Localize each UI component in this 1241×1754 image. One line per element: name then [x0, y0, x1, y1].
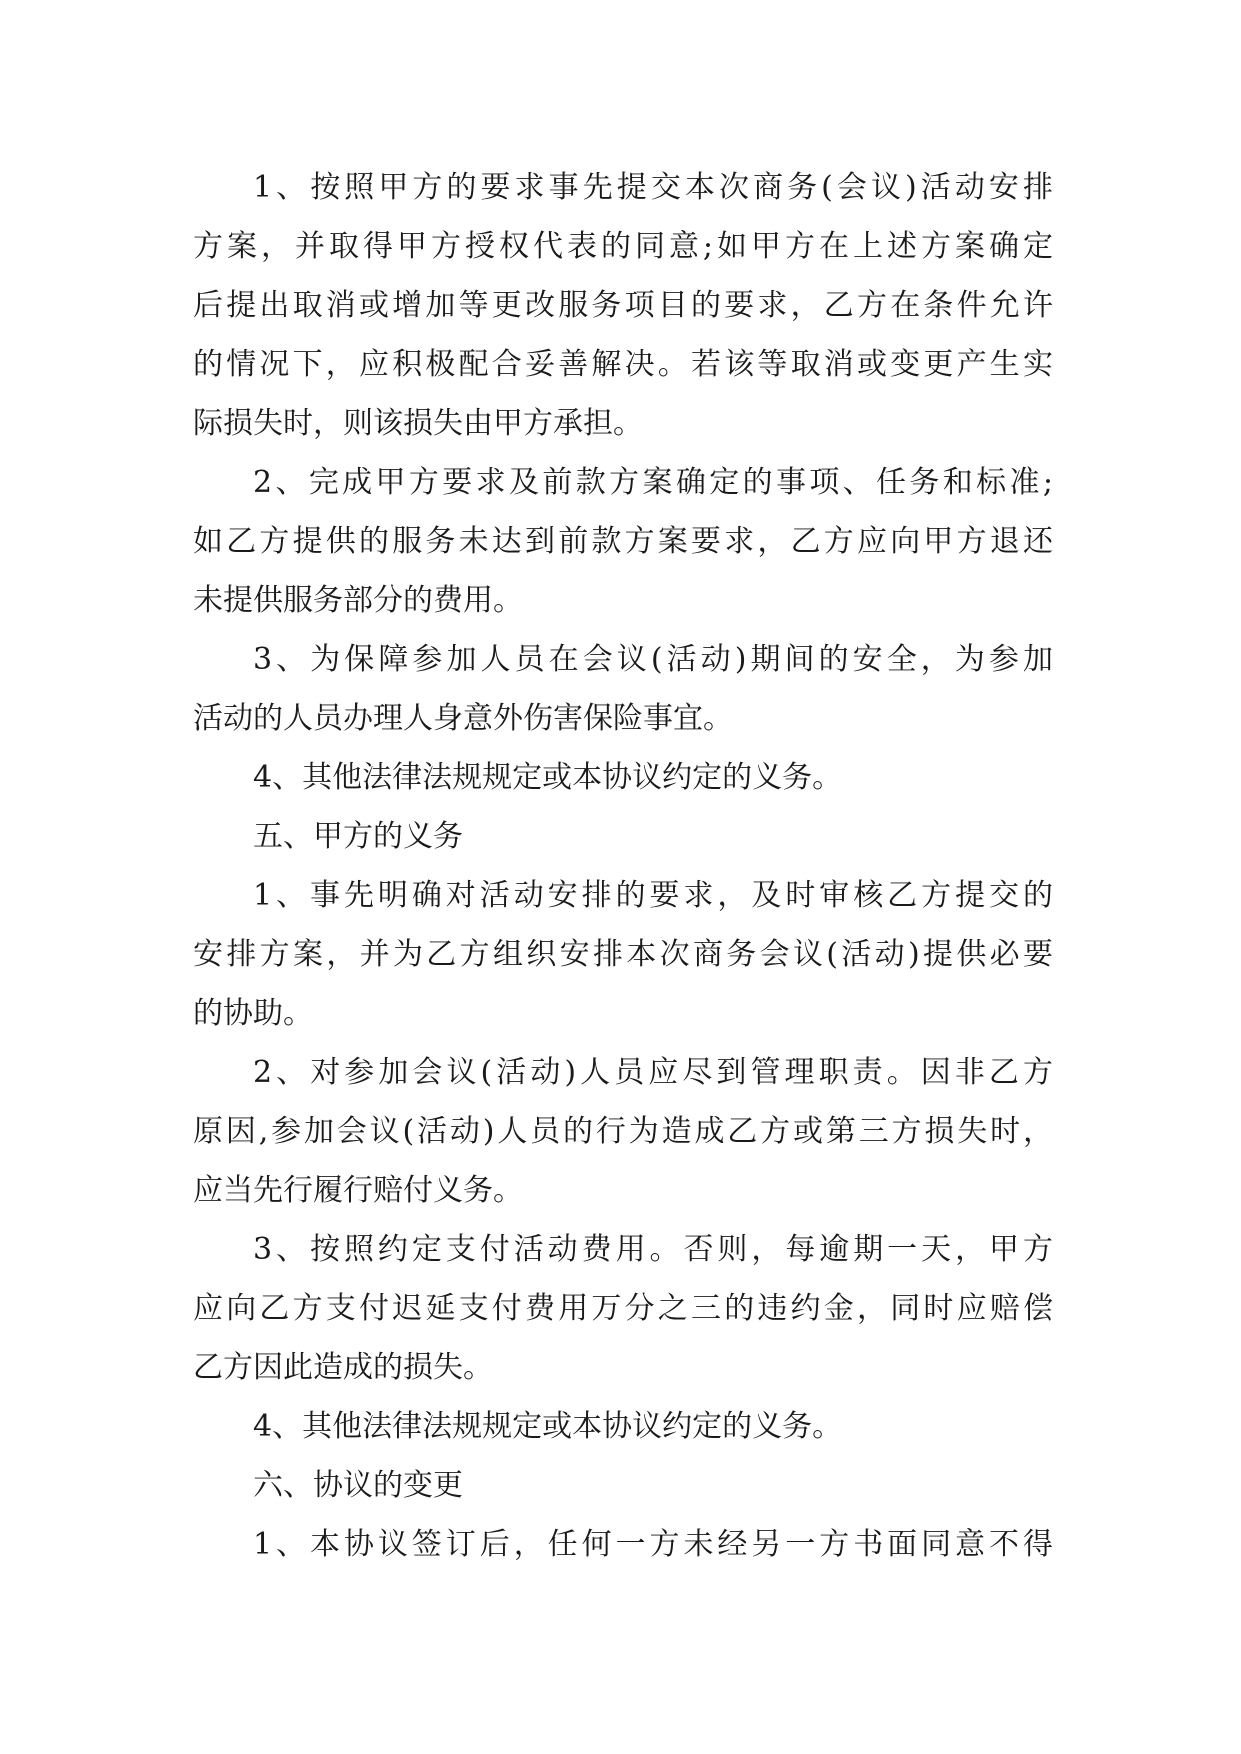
- paragraph-line: 应向乙方支付迟延支付费用万分之三的违约金，同时应赔偿: [193, 1291, 1053, 1326]
- paragraph-line: 方案，并取得甲方授权代表的同意;如甲方在上述方案确定: [193, 229, 1053, 264]
- paragraph-line: 2、完成甲方要求及前款方案确定的事项、任务和标准;: [253, 465, 1053, 500]
- paragraph-line: 际损失时，则该损失由甲方承担。: [193, 406, 643, 441]
- paragraph-line: 2、对参加会议(活动)人员应尽到管理职责。因非乙方: [253, 1055, 1053, 1090]
- paragraph-line: 3、按照约定支付活动费用。否则，每逾期一天，甲方: [253, 1232, 1053, 1267]
- paragraph-line: 4、其他法律法规规定或本协议约定的义务。: [253, 1409, 843, 1444]
- paragraph-line: 3、为保障参加人员在会议(活动)期间的安全，为参加: [253, 642, 1053, 677]
- paragraph-line: 1、事先明确对活动安排的要求，及时审核乙方提交的: [253, 878, 1053, 913]
- paragraph-line: 的情况下，应积极配合妥善解决。若该等取消或变更产生实: [193, 347, 1053, 382]
- paragraph-line: 未提供服务部分的费用。: [193, 583, 523, 618]
- paragraph-line: 后提出取消或增加等更改服务项目的要求，乙方在条件允许: [193, 288, 1053, 323]
- paragraph-line: 安排方案，并为乙方组织安排本次商务会议(活动)提供必要: [193, 937, 1053, 972]
- paragraph-line: 1、按照甲方的要求事先提交本次商务(会议)活动安排: [253, 170, 1053, 205]
- section-heading: 六、协议的变更: [253, 1468, 463, 1503]
- paragraph-line: 活动的人员办理人身意外伤害保险事宜。: [193, 701, 733, 736]
- paragraph-line: 的协助。: [193, 996, 313, 1031]
- paragraph-line: 应当先行履行赔付义务。: [193, 1173, 523, 1208]
- paragraph-line: 1、本协议签订后，任何一方未经另一方书面同意不得: [253, 1527, 1053, 1562]
- paragraph-line: 原因,参加会议(活动)人员的行为造成乙方或第三方损失时，: [193, 1114, 1053, 1149]
- section-heading: 五、甲方的义务: [253, 819, 463, 854]
- document-page: [193, 158, 1053, 1574]
- paragraph-line: 乙方因此造成的损失。: [193, 1350, 493, 1385]
- paragraph-line: 如乙方提供的服务未达到前款方案要求，乙方应向甲方退还: [193, 524, 1053, 559]
- paragraph-line: 4、其他法律法规规定或本协议约定的义务。: [253, 760, 843, 795]
